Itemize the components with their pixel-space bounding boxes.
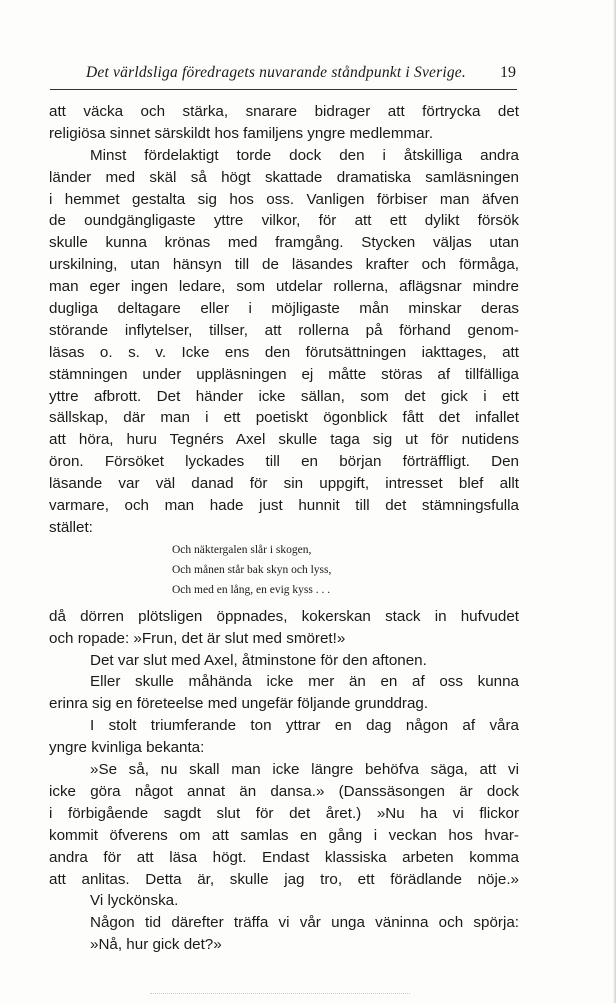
- text-line: Eller skulle måhända icke mer än en af oss kunna: [90, 673, 519, 691]
- paragraph-4: [49, 650, 519, 672]
- text-line: öron. Försöket lyckades till en början förträffligt. Den: [49, 453, 519, 471]
- text-line: att anlitas. Detta är, skulle jag tro, ett förädlande nöje.»: [49, 870, 519, 888]
- text-line: läsande var väl danad för sin uppgift, intresset blef allt: [49, 475, 519, 493]
- text-line: då dörren plötsligen öppnades, kokerskan stack in hufvudet: [49, 607, 519, 625]
- paragraph-1: [49, 101, 519, 145]
- verse-line: Och månen står bak skyn och lyss,: [172, 563, 332, 576]
- text-line: Det var slut med Axel, åtminstone för den aftonen.: [90, 651, 427, 669]
- body-text: [49, 101, 519, 956]
- text-line: »Nå, hur gick det?»: [90, 936, 222, 954]
- verse-line: Och näktergalen slår i skogen,: [172, 543, 312, 556]
- page-number: 19: [500, 64, 516, 81]
- paragraph-3: [49, 606, 519, 650]
- paragraph-6: [49, 715, 519, 759]
- text-line: »Se så, nu skall man icke längre behöfva säga, att vi: [90, 761, 519, 779]
- text-line: och ropade: »Frun, det är slut med smöret!»: [49, 629, 346, 647]
- text-line: yngre kvinliga bekanta:: [49, 739, 205, 757]
- text-line: läsas o. s. v. Icke ens den förutsättningen iakttages, att: [49, 343, 519, 361]
- paragraph-2: [49, 145, 519, 539]
- text-line: yttre afbrott. Det händer icke sällan, som det gick i ett: [49, 387, 519, 405]
- verse-quote: [49, 540, 519, 600]
- text-line: skulle kunna krönas med framgång. Stycken väljas utan: [49, 234, 519, 252]
- text-line: sällskap, där man i ett poetiskt ögonblick fått det infallet: [49, 409, 519, 427]
- text-line: att väcka och stärka, snarare bidrager att förtrycka det: [49, 103, 519, 120]
- text-line: i förbigående sagdt slut för det året.) »Nu ha vi flickor: [49, 804, 519, 822]
- text-line: andra för att läsa högt. Endast klassiska arbeten komma: [49, 848, 519, 866]
- text-line: störande inflytelser, tillser, att rollerna på förhand genom-: [49, 321, 519, 339]
- text-line: stämningen under uppläsningen ej måtte störas af tillfälliga: [49, 365, 519, 383]
- running-title: Det världsliga föredragets nuvarande ståndpunkt i Sverige.: [86, 64, 466, 81]
- text-line: icke göra något annat än dansa.» (Danssäsongen är dock: [49, 782, 519, 800]
- text-line: att höra, huru Tegnérs Axel skulle taga sig ut för nutidens: [49, 431, 519, 449]
- text-line: Någon tid därefter träffa vi vår unga väninna och spörja:: [90, 914, 519, 932]
- paragraph-5: [49, 671, 519, 715]
- scan-artifact-bottom: [150, 993, 410, 996]
- paragraph-7: [49, 759, 519, 890]
- text-line: man eger ingen ledare, som utdelar rollerna, aflägsnar mindre: [49, 278, 519, 296]
- text-line: stället:: [49, 518, 93, 536]
- text-line: länder med skäl så högt skattade dramatiska samläsningen: [49, 168, 519, 186]
- verse-line: Och med en lång, en evig kyss . . .: [172, 583, 331, 596]
- paragraph-8: [49, 890, 519, 912]
- text-line: erinra sig en företeelse med ungefär följande grunddrag.: [49, 695, 429, 713]
- running-header: [48, 64, 518, 86]
- text-line: religiösa sinnet särskildt hos familjens yngre medlemmar.: [49, 124, 434, 142]
- text-line: kommit öfverens om att samlas en gång i veckan hos hvar-: [49, 826, 519, 844]
- text-line: varmare, och man hade just hunnit till det stämningsfulla: [49, 497, 519, 515]
- paragraph-9: [49, 912, 519, 956]
- header-rule: [50, 89, 517, 90]
- text-line: Vi lyckönska.: [90, 892, 179, 910]
- text-line: Minst fördelaktigt torde dock den i åtskilliga andra: [90, 146, 519, 164]
- text-line: dugliga deltagare eller i möjligaste mån minskar deras: [49, 300, 519, 318]
- text-line: urskilning, utan hänsyn till de läsandes krafter och förmåga,: [49, 256, 519, 274]
- text-line: i hemmet gestalta sig hos oss. Vanligen förbiser man äfven: [49, 190, 519, 208]
- text-line: I stolt triumferande ton yttrar en dag någon af våra: [90, 717, 519, 735]
- text-line: de oundgängligaste yttre vilkor, för att ett dylikt försök: [49, 212, 519, 230]
